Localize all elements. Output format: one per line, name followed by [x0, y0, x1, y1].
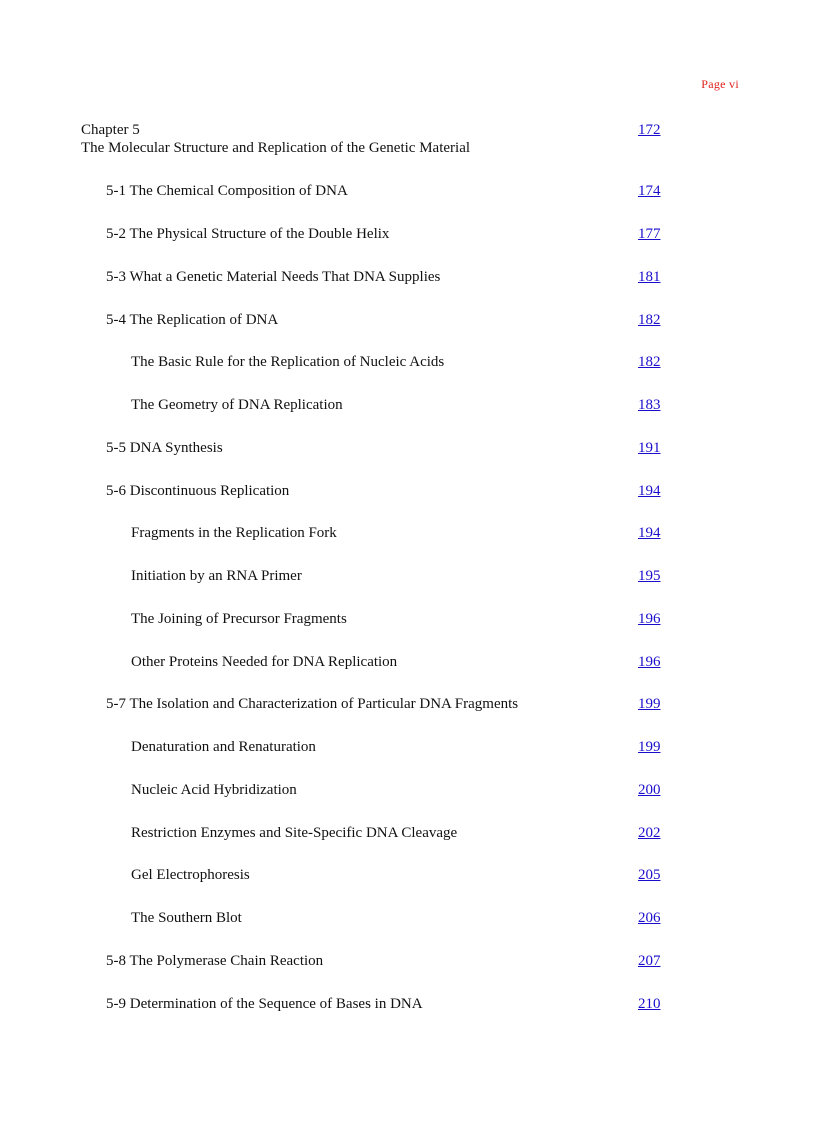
toc-page-link[interactable]: 200 — [638, 782, 661, 798]
toc-entry-title: Gel Electrophoresis — [131, 867, 250, 883]
toc-entry — [0, 994, 816, 1014]
toc-page-link[interactable]: 174 — [638, 183, 661, 199]
toc-page-link[interactable]: 196 — [638, 654, 661, 670]
toc-entry — [0, 951, 816, 971]
toc-page-link[interactable]: 177 — [638, 226, 661, 242]
toc-entry-title: 5-6 Discontinuous Replication — [106, 483, 290, 499]
toc-entry-title: 5-9 Determination of the Sequence of Bases in DNA — [106, 996, 423, 1012]
toc-page-link[interactable]: 194 — [638, 483, 661, 499]
toc-entry-title: The Joining of Precursor Fragments — [131, 611, 347, 627]
toc-entry — [0, 908, 816, 928]
toc-entry-title: The Southern Blot — [131, 910, 242, 926]
toc-entry — [0, 609, 816, 629]
toc-page-link[interactable]: 183 — [638, 397, 661, 413]
toc-entry-title: Nucleic Acid Hybridization — [131, 782, 297, 798]
toc-entry-title: 5-3 What a Genetic Material Needs That DNA Supplies — [106, 269, 441, 285]
toc-entry — [0, 823, 816, 843]
page-number: Page vi — [701, 77, 739, 91]
toc-page-link[interactable]: 194 — [638, 525, 661, 541]
toc-entry — [0, 566, 816, 586]
toc-entry-title: 5-2 The Physical Structure of the Double Helix — [106, 226, 390, 242]
toc-page-link[interactable]: 196 — [638, 611, 661, 627]
toc-page-link[interactable]: 202 — [638, 825, 661, 841]
toc-page-link[interactable]: 207 — [638, 953, 661, 969]
toc-entry — [0, 865, 816, 885]
toc-entry — [0, 780, 816, 800]
toc-entry — [0, 652, 816, 672]
toc-entry — [0, 523, 816, 543]
toc-page-link[interactable]: 210 — [638, 996, 661, 1012]
toc-entry-title: 5-4 The Replication of DNA — [106, 312, 279, 328]
chapter-title: The Molecular Structure and Replication of the Genetic Material — [81, 140, 471, 156]
toc-entry — [0, 737, 816, 757]
toc-entry-title: 5-1 The Chemical Composition of DNA — [106, 183, 348, 199]
toc-entry-title: Fragments in the Replication Fork — [131, 525, 337, 541]
chapter-page-link[interactable]: 172 — [638, 122, 661, 138]
toc-page-link[interactable]: 191 — [638, 440, 661, 456]
toc-page-link[interactable]: 199 — [638, 696, 661, 712]
chapter-number: Chapter 5 — [81, 122, 140, 138]
toc-entry — [0, 224, 816, 244]
toc-entry-title: The Basic Rule for the Replication of Nucleic Acids — [131, 354, 445, 370]
toc-entry — [0, 395, 816, 415]
toc-entry — [0, 438, 816, 458]
toc-entry — [0, 352, 816, 372]
chapter-heading — [81, 121, 681, 157]
toc-entry — [0, 181, 816, 201]
toc-entry-title: Initiation by an RNA Primer — [131, 568, 302, 584]
toc-page-link[interactable]: 182 — [638, 354, 661, 370]
toc-entry-title: Restriction Enzymes and Site-Specific DNA Cleavage — [131, 825, 458, 841]
toc-entry-title: 5-8 The Polymerase Chain Reaction — [106, 953, 324, 969]
toc-page-link[interactable]: 181 — [638, 269, 661, 285]
toc-entry-title: Other Proteins Needed for DNA Replication — [131, 654, 398, 670]
toc-entry-title: 5-7 The Isolation and Characterization of Particular DNA Fragments — [106, 696, 519, 712]
toc-entry — [0, 694, 816, 714]
toc-entry — [0, 481, 816, 501]
toc-entry — [0, 267, 816, 287]
toc-page-link[interactable]: 199 — [638, 739, 661, 755]
toc-page-link[interactable]: 195 — [638, 568, 661, 584]
toc-entry-title: 5-5 DNA Synthesis — [106, 440, 223, 456]
toc-entry — [0, 310, 816, 330]
toc-entry-title: The Geometry of DNA Replication — [131, 397, 343, 413]
toc-page-link[interactable]: 182 — [638, 312, 661, 328]
toc-page-link[interactable]: 206 — [638, 910, 661, 926]
toc-entry-title: Denaturation and Renaturation — [131, 739, 316, 755]
toc-page-link[interactable]: 205 — [638, 867, 661, 883]
